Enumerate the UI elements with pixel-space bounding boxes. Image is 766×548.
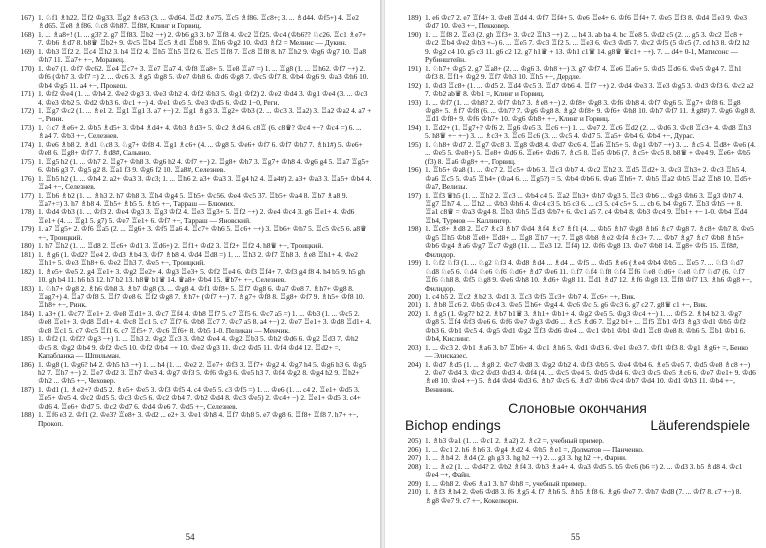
solution-number: 205) (407, 436, 421, 446)
solution-entry (399, 463, 756, 480)
solution-text: 1. ♖d2+ (1. ♖g7+? ♔f6 2. ♖g6 ♔e5 3. ♖c6 +−) 1. ... ♔e7 2. ♖c6 ♖d2 (2. ... ♔d6 3. ♔c8 ♖c3+ 4. ♔d8 ♖h3 5. h8♛ +− +−) 3. ... ♗c3+ 3. ♖c6 ♖c6 (3. ... ♔c5 4. ♔d7 5. ♖a5+ ♔b4 6. ♔b4 +−, Дурас. (425, 122, 752, 141)
solution-entry (12, 175, 372, 192)
solution-text: 1. ♔h3 ♖f2 2. ♖c4 ♖h2 3. h4 ♖f2 4. ♖h5 ♖h5 ♖f2 6. ♖c5 ♖f8 7. ♖c8 ♖f8 8. h7 ♖h2 9. ♔g6 ♔g7 10. ♖a8 ♔h7 11. ♖a7+ +−, Моравец. (38, 46, 366, 65)
solution-entry (12, 107, 372, 124)
solution-text: 1. ♔d7 ♗d5 (1. ... ♗g8 2. ♔c7 ♔d8 3. ♔g2 ♔b2 4. ♔f3 ♔b5 5. ♔e4 ♔b4 6. ♗e5 ♔e5 7. ♔d5 ♔e8 ♗c8 +−) 2. ♔e7 ♔d4 3. ♔c2 ♔d3 ♔d3 4. ♔f4 (4. ... ♔c5 ♔e4 5. ♔d5 ♔d4 6. ♔c3 ♔c5 ♔e5 ♗c6 6. ♔e7 ♔e1+ 9. ♔d6 ♗e8 10. ♔e4 +−) 5. ♗d4 ♔d4 ♔d3 6. ♗b7 ♔c5 6. ♗d7 ♔b6 ♔c4 ♔b7 ♔d4 10. ♔d1 ♔b3 11. ♔b4 +−, Вениник. (425, 359, 756, 394)
solution-entry (399, 259, 756, 293)
solution-text: 1. ♔d4 ♔b3 (1. ... ♔f3 2. ♔e4 ♔g3 3. ♖g3 ♔f2 4. ♖e3 ♖g3+ 5. ♖f2 −+) 2. ♔e4 ♔c4 3. g6 ♖e1+ 4. ♔d6 ♖e1+ (4. ... ♖g1 5. g7) 5. ♔e7 ♖e1+ 6. ♔f7 +−, Тарраш — Яновский. (38, 207, 355, 225)
solution-number: 177) (20, 190, 34, 200)
solution-text: 1. ♖b6 ♗b2 (1. ... ♗h3 2. h7 ♔h8 3. ♖h4 ♔g4 5. ♖b5+ ♔c56. ♔e4 ♔c5 37. ♖b5+ ♔a4 8. ♖b7 ♗a8 9. ♖a7+=) 3. h7 ♗b8 4. ♖b5+ ♗b5 5. ♗b5 +−, Тарраш — Блюмих. (38, 190, 348, 208)
solution-number: 199) (407, 258, 421, 268)
solution-entry (12, 124, 372, 141)
solution-text: 1. ♔d3 ♖c8+ (1. ... ♔d5 2. ♖d4 ♔c5 3. ♖d7 ♔b6 4. ♖f7 −+) 2. ♔d4 ♔e3 3. ♖e3 ♔g5 3. ♔d3 ♔f3 6. ♔c2 a2 7. ♔b2 ab♛ 8. ♔b1 =, Клинг и Горвиц. (425, 80, 754, 99)
solution-text: 1. ♔e6 ♗b8 2. ♗d1 ♘c8 3. ♘g7+ ♔f8 4. ♖g1 ♗c6+ (4. ... ♔g8 5. ♔e6+ ♔f7 6. ♔f7 ♔h7 7. ♗h1#) 5. ♔e6+ ♔e8 6. ♖g8+ ♔f7 7. ♗d8#, Сальвио. (38, 139, 363, 158)
solution-number: 191) (407, 63, 421, 73)
solution-entry (399, 192, 756, 226)
solution-text: 1. a7 ♖g5+ 2. ♔f6 ♖a5 (2. ... ♖g6+ 3. ♔f5 ♖a6 4. ♖c7+ ♔h6 5. ♖c6+ −+) 3. ♖b6+ ♔h7 5. ♖c5 ♔c5 6. a8♛ +−, Троицкий. (38, 224, 367, 242)
solution-text: 1. ♘h8+ ♔d7 2. ♖g7 ♔c8 3. ♖g8 ♔d8 4. ♔d7 ♔c6 4. ♖a6 ♖h5+ 5. ♔g1 ♔b7 −+) 3. ... ♗c5 4. ♖d8+ ♔e6 (4. ... ♔e5 5. ♔e8+) 5. ♖e8+ ♔d6 6. ♖e6+ ♔d6 7. ♗c5 8. ♖e5 ♔b6 (7. ♗c5+ ♔c5 8. b8♛ + ♔e4 9. ♖e6+ ♔b5 (f3) 8. ♖a6 ♔g8+ +−, Горвиц. (425, 139, 756, 166)
solution-text: 1. ♔d1 (1. ♗e2+? ♔d5 2. ♗e5+ ♔e5 3. ♔f3 ♔f5 4. c4 ♔e5 5. c3 ♔f5 =) 1. ... ♔e6 (1. ... c4 2. ♖e1+ ♔d5 3. ♖e5+ ♔e5 4. ♔c2 ♔d5 5. ♔c3 ♔c5 6. ♔c2 ♔b4 7. ♔b2 ♔d4 8. ♔c3 ♔e5) 2. ♔c4+ −) 2. ♖e1+ ♔d5 3. c4+ ♔d6 4. ♖e6+ ♔d7 5. ♔c2 ♔d7 6. ♔d4 ♔e6 7. ♔d5 +−, Селезнев. (38, 384, 361, 411)
solution-text: 1. e6 ♔c7 2. e7 ♖f4+ 3. ♔e8 ♖d4 4. ♔f7 ♖f4+ 5. ♔e6 ♖e4+ 6. ♔f6 ♖f4+ 7. ♔e5 ♖f3 8. ♔d4 ♖e3 9. ♔e3 ♔d7 10. ♔e3 +−, Пекковер. (425, 13, 747, 31)
solution-entry (12, 310, 372, 335)
solution-text: 1. ♔e7 (1. ♔f7 ♔c62. ♖e4 ♖c7+ 3. ♖e7 ♖a7 4. ♔f8 ♖a8+ 5. ♖e8 ♖a7 =) 1. ... ♖g8 (1. ... ♖h62. ♔f7 −+) 2. ♔f6 (♔h7 3. ♔f7 =) 2. ... ♔c6 3. ♗g5 ♔g8 5. ♔e7 ♔h8 6. ♔d6 ♔g8 7. ♔c5 ♔f7 8. ♔b4 ♔g6 9. ♔a3 ♔h6 10. ♔b4 ♔g5 11. a4 +−, Прокеш. (38, 63, 369, 90)
solution-number: 201) (407, 300, 421, 310)
solution-number: 181) (20, 249, 34, 259)
solution-number: 206) (407, 444, 421, 454)
solution-number: 169) (20, 46, 34, 56)
solution-entry (399, 99, 756, 124)
solution-text: 1. ♔f2 (1. ♔f2? ♔g3 −+) 1. ... ♖h3 2. ♔g2 ♖c3 3. ♔h2 ♔e4 4. ♔g2 ♖b3 5. ♔h2 ♔d6 6. ♔g2 ♖d3 7. ♔h2 ♔c5 8. ♔g2 ♔b4 9. ♔f2 ♔c5 10. ♔f2 ♔b4 −+ 10. ♔e2 ♔g3 11. ♔c2 ♔d5 11. ♔f4 ♔d4 12. ♖d2+ =, Капабланка — Шпильман. (38, 334, 359, 361)
solution-entry (399, 141, 756, 166)
section-subtitle-german: Läuferendspiele (650, 417, 750, 434)
solution-number: 185) (20, 334, 34, 344)
solution-number: 200) (407, 291, 421, 301)
solution-entry (399, 82, 756, 99)
solution-text: 1. ♔g8 (1. ♔g6? h4 2. ♔h5 h3 −+) 1. ... h4 (1. ... ♔e2 2. ♖e7+ ♔f3 3. ♖f7+ ♔g2 4. ♔g7 h4 5. ♔g6 h3 6. ♔g5 h2 7. ♖h7 +−) 2. ♖e7 ♔d2 3. ♖h7 ♔e3 4. ♔g7 ♔f3 5. ♔f6 ♔g3 6. ♔e5 h3 7. ♔f4 ♔g2 8. ♔g4 h2 9. ♖h2+ ♔h2 ... ♔h5 +−, Чеховер. (38, 359, 367, 386)
solution-text: 1. ♖f3 ♛h5 (1. ... ♖h2 2. ♖c3 ... ♔b4 c4 5. ♖a2 ♖h3+ ♔h7 ♔g3 5. ♖c3 ♔b6 ... ♔g3 ♔h6 3. ♖g3 ♔h7 4. ♖g7 ♖h7 4. ... ♖h2 ... ♔b3 ♔h6 4. ♔c4 c3 5. b5 c3 6. ... c3 5. c4 c5+ 5. ... cb 6. b4 ♔g6 7. ♖b3 ♔h5 −+ 8. ♖a1 c8♛ = ♔a3 ♔g4 8. ♖b3 ♔h5 ♖d3 ♔b7+ 6. ♔c1 a5 7. c4 ♔b4 8. ♔b3 ♔c4 9. ♖b1+ +− 1-0. ♔b4 ♖d4 ♖b4, Турмов — Каллингер. (425, 190, 748, 225)
section-title: Слоновые окончания (508, 400, 647, 417)
solution-number: 173) (20, 122, 34, 132)
solution-text: 1. ... ♔c1 2. h6 ♗h6 3. ♔g4 ♗d2 4. ♔h5 ♗e1 =, Долматов — Панченко. (425, 444, 644, 454)
section-subtitle (405, 417, 750, 433)
solution-entry (399, 65, 756, 82)
solution-entry (12, 48, 372, 65)
solution-text: 1. ♗b8 ♖c6 2. ♔b5 ♔c4 3. ♔e5 ♖h6+ ♔g4 4. ♔c6 ♔c 5. g6 ♔c3 6. g7 c2 7. g8♛ c1 +−, Вик. (425, 300, 708, 310)
solutions-list-left (12, 14, 372, 428)
solution-entry (12, 411, 372, 428)
solution-entry (12, 268, 372, 285)
solution-entry (12, 386, 372, 411)
solution-number: 196) (407, 165, 421, 175)
solution-text: 1. ♖g7 ♔c2 (1. ... ♗e1 2. ♖g1 ♖g1 3. a7 +−) 2. ♖g1 ♗g3 3. ♖g2+ ♔b3 (2. ... ♔c3 3. ♖a2) 3. ♖a2 ♔a2 4. a7 +−, Рини. (38, 105, 372, 124)
solution-text: 1. ... ♗h4 2. ♗d4 (2. gh g3 3. hg h2 −+) 2. ... g3 3. hg h2 −+, Фарни. (425, 453, 627, 463)
solution-number: 208) (407, 461, 421, 471)
solution-number: 194) (407, 122, 421, 132)
solution-number: 210) (407, 487, 421, 497)
solution-text: 1. ♘c7 ♗e6+ 2. ♔b5 ♗d5+ 3. ♔b4 ♗d4+ 4. ♔b3 ♗d3+ 5. ♔c2 ♗d4 6. c8♖ (6. c8♛? ♔c4 +−? ♔c4 =) 6. ... ♗a4 7. ♔b3 +−, Селезнев. (38, 122, 362, 141)
solution-text: 1. ♘h7+ ♔g8 2. ♗h6 ♔h8 3. ♗b7 ♔g8 (3. ... ♔g8 4. ♔f1 ♔f8+ 5. ♖f7 ♔g8 6. ♔a7 ♔e8 7. ♗h7+ ♔g8 8. ♖ag7+) 4. ♖a7 ♔f8 5. ♖f7 ♔e8 6. ♖f2 ♔g8 7. ♗h7+ (♔f7 +−) 7. ♗g7+ ♔f8 8. ♖g8+ ♔f7 9. ♗h5+ ♔f8 10. ♖h8+ +−, Ринк. (38, 283, 365, 310)
solution-text: 1. a3+ (1. ♔c7? ♖e1+ 2. ♔e8 ♖d1+ 3. ♔c7 ♖f4 4. ♔b8 ♖f7 5. c7 ♖f5 6. ♔c7 a5 =) 1. ... ♔b3 (1. ... ♔c5 2. ♔e8 ♖e1+ 3. ♔d8 ♖d1+ 4. ♔c8 ♖c1 5. c7 ♖f7 6. ♔b8 ♖c7 7. ♔c7 a5 8. a4 +−) 2. ♔e7 ♖e1+ 3. ♔d8 ♖d1+ 4. ♔c8 ♖c1 5. c7 ♔c5 ♖f1 6. c7 ♖f5+ 7. ♔c6 ♖f6+ 8. ♔b5 1-0. Пеликан — Менчик. (38, 308, 372, 335)
solution-text: 1. ♔f2 ♔e4 (1. ... ♔h4 2. ♔e2 ♔g3 3. ♔e3 ♔h2 4. ♔f2 ♔h3 5. ♔g1 ♔f2) 2. ♔e2 ♔d4 3. ♔g1 ♔e4 (3. ... ♔c3 4. ♔e3 ♔b2 5. ♔d2 ♔b3 6. ♔c1 +−) 4. ♔e1 ♔e5 5. ♔e3 ♔d5 6. ♔d2 1−0, Реги. (38, 89, 368, 107)
solution-text: 1. ♖c8+ ♗d8 2. ♖c7 ♗c3 ♗b7 ♔d4 ♗f4 ♗c7 ♗f1 (4. ... ♔b5 ♗h7 ♔g8 ♗h6 ♗c7 ♔g8 7. ♗c8+ ♔h7 8. ♔e5 ♔g5 ♖h5 ♔b8 ♖e8+ ♖d8+ ... ♖g8 ♖h7 −+; 7. ♖g8 ♔b8 ♗e2 ♔f4 ♗c3+ 7. ... ♔b7 ♗g7 ♗c7 ♔b8 ♗h5+ ♔b6 ♔g4 ♗a6 ♔g7 ♖c7 ♔g8 (11. ... ♖e3 12. ♖f4) 12. ♔f6 ♔g8 13. ♔e7 ♔b8 14. ♖g8+ ♔f5 15. ♖f8#, Филидор. (425, 224, 754, 259)
solution-number: 182) (20, 266, 34, 276)
solutions-list-right-bottom (399, 437, 756, 505)
solution-number: 186) (20, 359, 34, 369)
solution-text: 1. ... ♗e2 (1. ... ♔d4? 2. ♔b2 ♗f4 3. ♔b3 ♗a4+ 4. ♔a3 ♔d5 5. b5 ♔c6 (b6 =) 2. ... ♔d3 3. b5 ♗d8 4. ♔c1 ♔e4 −+, Файн. (425, 461, 743, 480)
solution-text: 1. ♘h7+ ♔g5 2. g7 ♖a8+ (2. ... ♔g6 3. ♔h8 +−) 3. g7 ♔f7 4. ♖e6 ♖a6+ 5. ♔d5 ♖d6 6. ♔e5 ♔g4 7. ♖h1 ♔f3 8. ♖f1+ ♔g2 9. ♖f7 ♔h3 10. ♖h5 +−, Дердле. (425, 63, 742, 82)
solution-entry (399, 166, 756, 191)
solution-number: 190) (407, 29, 421, 39)
solution-text: 1. ... ♗a8+! (1. ... g3? 2. g7 ♖f83. ♖b2 −+) 2. ♔b6 g3 3. b7 ♖f8 4. ♔c2 ♖f25. ♔c4 (♔b6?? ♘c26. ♖c1 ♗e7+ 7. ♔b6 ♗d7 8. b8♛ ♖b2+ 9. ♔c5 ♖b4 ♖c5 ♗d1 ♖b8 9. ♖h6 ♔g2 10. ♔d3 ♗f2 = Мелнис — Дукин. (38, 29, 367, 48)
solution-entry (12, 90, 372, 107)
solution-number: 193) (407, 97, 421, 107)
solution-number: 195) (407, 139, 421, 149)
solution-number: 167) (20, 13, 34, 22)
solution-entry (399, 124, 756, 141)
solution-number: 189) (407, 13, 421, 22)
solution-number: 178) (20, 207, 34, 217)
left-page (0, 0, 381, 548)
solution-text: 1. ♖b5 h2 (1. ... ♔h4 2. a2+ ♔a3 3. ♔c3; 1. ... ♖h6 2. a3+ ♔a3 3. ♖g4 h2 4. ♖a4#) 2. a3+ ♔a3 3. ♖a5+ ♔b4 4. ♖a4 +−, Селезнев. (38, 173, 372, 192)
solution-number: 187) (20, 384, 34, 394)
solution-number: 168) (20, 29, 34, 39)
solution-number: 172) (20, 105, 34, 115)
solution-entry (12, 361, 372, 386)
solution-text: 1. ♖g5 h2 (1. ... ♔h7 2. ♖g7+ ♔h8 3. ♔g6 h2 4. ♔f7 +−) 2. ♖g8+ ♔h7 3. ♖g7+ ♔h8 4. ♔g6 g4 5. ♖a7 ♖g5+ 6. ♔h6 g3 7. ♔g5 g2 8. ♖a1 f3 9. ♔g6 f2 10. ♖a8#, Селезнев. (38, 156, 370, 175)
solution-entry (12, 31, 372, 48)
solution-entry (399, 225, 756, 259)
solution-text: 1. ... ♔f7 (1. ... ♔h8? 2. ♔f7 ♔h7 3. ♗e8 +−) 2. ♔f8+ ♔g8 3. ♔f6 ♔h8 4. ♔f7 ♔g6 5. ♖g7+ ♔f8 6. ♖g8 ♔g8+ 5. ♗f7 ♔f8 (6. ... ♔h7? 7. ♔g6 ♔g8 8. ♗g2 ♔f8+ 9. ♔f6+ ♔h8 10. ♔h7 ♔f7 11. ♗g8#) 7. ♔g6 ♔g8 8. ♖d1 ♔f8+ 9. ♔f6 ♔h7+ 10. ♔g6 ♔h8+ +−, Клинг и Горвиц. (425, 97, 756, 124)
solution-number: 171) (20, 89, 34, 99)
solution-number: 183) (20, 283, 34, 293)
solution-entry (399, 14, 756, 31)
solution-text: 1. ♘f1 ♗h22. ♖f2 ♔g33. ♖g2 ♗e53 (3. ... ♔d64. ♖d2 ♗e75. ♖c5 ♗f86. ♖c8+; 3. ... ♗d44. ♔f5+) 4. ♖e2 ♗d65. ♖e8 ♗f86. ♘c8 ♔h87. ♖f8#, Клинг и Горвиц. (38, 13, 359, 31)
solution-number: 204) (407, 359, 421, 369)
solution-number: 175) (20, 156, 34, 166)
solution-entry (12, 192, 372, 209)
solution-number: 198) (407, 224, 421, 234)
solution-text: 1. ♗g5 (1. ♔g7? b2 2. ♗b7 b1♛ 3. ♗h1+ ♔b1+ 4. ♔g2 ♔e5 5. ♔g3 ♔c4 +−) 1. ... ♔f5 2. ♗h4 b2 3. ♔g7 ♔g8 5. ♖f4 ♔f3 ♔e6 6. ♔f6 ♔e7 ♔g3 ♔d6 ... ♗c5 ♗d6 7. ♖g2 b1+ ... ♖f5 ♖b1 ♔f3 ♗g3 ♔d1 ♔b5 ♔f2 ♔b3 6. ♔b1 ♔c5 4. ♔g5 ♔d1 ♔g2 ♖f3 ♔d6 ♔e4 ... ♔c1 ♔b1 ♔b1 ♔d1 ♖c8 ♔e8 8. ♔h6 5. ♖b1 ♔b1 6. ♔b4, Кислинг. (425, 308, 746, 344)
solution-entry (399, 31, 756, 65)
solution-text: 1. ♗e5+ ♔e5 2. g4 ♖e1+ 3. ♔g2 ♖e2+ 4. ♔g3 ♖e3+ 5. ♔f2 ♖e4 6. ♔f3 ♖f4+ 7. ♔f3 g4 f8 4. h4 b5 9. h5 gh 10. gh b4 11. h6 b3 12. h7 b2 13. h8♛ b1♛ 14. ♛a8+ ♔b4 15. ♛b7+ +−, Селезнев. (38, 266, 365, 285)
solution-number: 174) (20, 139, 34, 149)
solution-number: 176) (20, 173, 34, 183)
solution-text: 1. ... ♖f8 2. ♖e3 (2. gh ♖f3+ 3. ♔c2 ♖h3 −+) 2. ... h4 3. ab ba 4. bc ♖e8 5. ♔d2 c5 (2. ... g5 3. ♔c2 ♖c8 + ♔c2 ♖b4 ♔e2 ♔b3 +–) 6. ... ♖e5 7. ♔c3 ♖f2 5. ... ♖e3 6. ♔c3 ♔d5 7. ♔c2 ♔f5 (5 ♔c5 (7. cd h3 8. ♔f2 h2 9. ♔g2 c4 10. g5 c3 11. g6 c2 12. g7 h1♛ + 13. ♔h1 c1♛ 14. g8♛ ♛c1+ −+). 7. ... d4+ 0-1, Матисонс — Рубинштейн. (425, 29, 750, 65)
solution-entry (12, 251, 372, 268)
solution-number: 202) (407, 308, 421, 318)
solution-entry (12, 14, 372, 31)
solution-text: 1. c4 b5 2. ♖c2 ♗b2 3. ♔d1 3. ♖c3 ♔f5 ♖c3+ ♔b7 4. ♖c6+ −+, Вик. (425, 291, 636, 301)
solution-number: 180) (20, 241, 34, 251)
solution-number: 197) (407, 190, 421, 200)
page-number-left: 54 (185, 532, 195, 542)
solution-number: 203) (407, 342, 421, 352)
solution-entry (12, 141, 372, 158)
solution-text: 1. ... ♔h8 2. ♔e6 ♗a1 3. h7 ♔h8 =, учебный пример. (425, 478, 587, 488)
solution-text: 1. ... ♔c3 2. ♔b1 ♗a6 3. b7 ♖b6+ 4. ♔c1 ♗h6 5. ♔d1 ♔d3 6. ♔e1 ♔e3 7. ♔f1 ♔f3 8. ♔g1 ♗g6+ =, Бенко — Элисказес. (425, 342, 749, 361)
section-subtitle-english: Bichop endings (405, 417, 501, 434)
solution-entry (399, 361, 756, 395)
solution-text: 1. h7 ♖h2 (1. ... ♖d8 2. ♖c6+ ♔d1 3. ♖d6+) 2. ♖f1+ ♔d2 3. ♖f2+ ♖f2 4. h8♛ +−, Троицкий. (38, 241, 324, 251)
solution-entry (399, 488, 756, 505)
solution-text: 1. ♗b3 ♔a1 (1. ... ♔c1 2. ♗a2) 2. ♗c2 =, учебный пример. (425, 436, 604, 446)
solution-number: 179) (20, 224, 34, 234)
solution-entry (399, 310, 756, 344)
solution-number: 184) (20, 308, 34, 318)
solution-text: 1. ♗f3 ♗h4 2. ♔e6 ♔d8 3. f6 ♗g5 4. f7 ♗h6 5. ♗h5 ♗f8 6. ♗g6 ♔e7 7. ♔h7 ♔d8 (7. ... ♔f7 8. c7 +−) 8. ♗g8 ♔e7 9. c7 +−, Кокелкорн. (425, 487, 742, 505)
page-number-right: 55 (571, 532, 580, 542)
solution-number: 207) (407, 453, 421, 463)
solution-entry (12, 335, 372, 360)
solution-entry (12, 65, 372, 90)
solution-entry (12, 225, 372, 242)
solution-number: 188) (20, 410, 34, 420)
solution-number: 209) (407, 478, 421, 488)
solution-entry (12, 208, 372, 225)
solution-entry (399, 344, 756, 361)
solution-text: 1. ♖f6 e3 2. ♔f1 (2. ♔e3? ♖e8+ 3. ♔d2 ... e2+ 3. ♔e1 ♔h8 4. ♖f7 ♔h8 5. e7 ♔g8 6. ♖f8+ ♖f8 7. h7+ +−, Прокоп. (38, 410, 359, 428)
solution-text: 1. ♖b5+ ♔a8 (1. ... ♔c7 2. ♖c5+ ♔b6 3. ♖c3 ♔b7 4. ♔c2 ♖h2 3. ♖d5 ♖d2+ 3. ♔c3 ♖h3+ 2. ♔c3 ♖h5 4. ♔a6 ♖c5 5. ♔a5 ♖h4+ (♔a4 6. ... ♖g5?) = 5. ♔b4 ♔b6 6. ♔a6 ♖h6+ 7. ♔b5 ♖a2 ♔b5 ♖a2 ♖h8 10. ♖d5+ ♔a7, Велизы. (425, 165, 752, 192)
solution-number: 170) (20, 63, 34, 73)
right-page (385, 0, 766, 548)
solution-entry (12, 158, 372, 175)
solution-number: 192) (407, 80, 421, 90)
solution-text: 1. ♗g6 (1. ♔d2? ♖e4 2. ♔d3 ♗b4 3. ♔f7 ♗b8 4. ♔d4 ♖d8 =) 1. ... ♖h3 2. ♔f7 ♖h8 3. ♗e8 ♖h1+ 4. ♔e2 ♖h1+ 5. ♔e3 ♖h8+ 6. ♔e2 ♖h3 7. ♔e5 +−, Троицкий. (38, 249, 358, 268)
solutions-list-right-top (399, 14, 756, 394)
solution-entry (12, 285, 372, 310)
solution-text: 1. ♘f2 ♘f3 (1. ... ♘g2 ♘f3 4. ♔d8 ♗d4 ... ♗d4 ... ♔f5 ... ♔d5 ♗e6 (♗e4 ♔b4 ♔b5 ... ♖e5 7. ... ♘f3 ♘d7 ♘d8 ♘e5 6. ♘d4 ♘e6 ♘f6 ♘d6+ ♗d7 ♔e6 11. ♘f7 ♘f4 ♘f8 ♘f4 ♖f6 ♘e8 ♘d6+ ♘e8 ♘f7 ♘d7 (6. ♘f7 ♖f6 ♘h8 8. ♔f5 ♘g8 9. ♔e6 ♔h8 10. ♗d6+ ♔g8 11. ♖d1 ♗d7 12. ♗f6 ♔g8 13. ♖f8 ♔f7 13. ♗h6 ♔g8 +−, Филидор. (425, 258, 752, 293)
